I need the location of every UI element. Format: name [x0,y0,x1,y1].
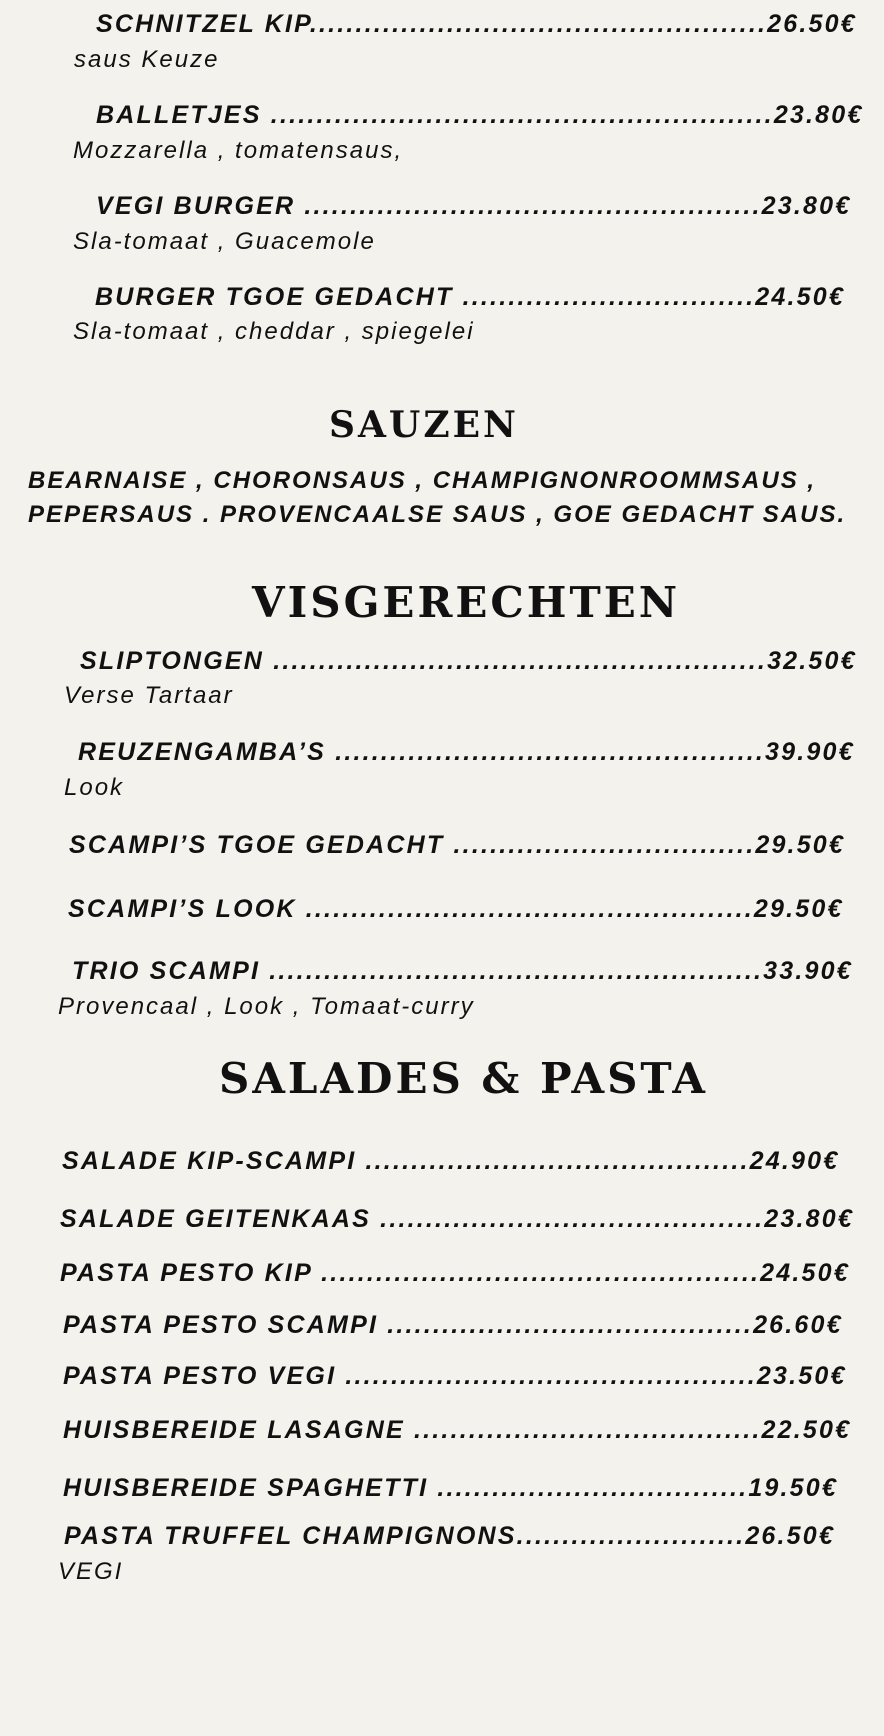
menu-item-salade-kip-scampi: SALADE KIP-SCAMPI ..........................................24.90€ [62,1147,840,1175]
sauce-list-line-2: PEPERSAUS . PROVENCAALSE SAUS , GOE GEDACHT SAUS. [28,501,847,528]
section-heading-sauzen: SAUZEN [329,404,519,446]
menu-item-reuzengambas: REUZENGAMBA’S ...............................................39.90€ [78,738,855,766]
menu-item-description: VEGI [58,1558,124,1585]
menu-item-balletjes: BALLETJES .......................................................23.80€ [96,101,864,129]
menu-item-trio-scampi: TRIO SCAMPI ......................................................33.90€ [72,957,853,985]
menu-item-huisbereide-lasagne: HUISBEREIDE LASAGNE ......................................22.50€ [63,1416,852,1444]
menu-item-huisbereide-spaghetti: HUISBEREIDE SPAGHETTI ..................................19.50€ [63,1474,838,1502]
menu-item-salade-geitenkaas: SALADE GEITENKAAS ..........................................23.80€ [60,1205,854,1233]
menu-item-vegi-burger: VEGI BURGER ..................................................23.80€ [96,192,852,220]
menu-item-description: Sla-tomaat , Guacemole [73,228,376,255]
section-heading-visgerechten: VISGERECHTEN [252,578,681,627]
menu-item-pasta-pesto-scampi: PASTA PESTO SCAMPI ........................................26.60€ [63,1311,843,1339]
menu-item-pasta-pesto-vegi: PASTA PESTO VEGI .............................................23.50€ [63,1362,847,1390]
menu-item-description: Mozzarella , tomatensaus, [73,137,404,164]
menu-item-description: Look [64,774,125,801]
menu-item-pasta-pesto-kip: PASTA PESTO KIP ................................................24.50€ [60,1259,850,1287]
menu-item-scampis-look: SCAMPI’S LOOK .................................................29.50€ [68,895,844,923]
menu-item-description: Provencaal , Look , Tomaat-curry [58,993,475,1020]
menu-item-scampis-tgoe-gedacht: SCAMPI’S TGOE GEDACHT .................................29.50€ [69,831,846,859]
section-heading-salades-pasta: SALADES & PASTA [219,1054,708,1103]
menu-item-pasta-truffel-champignons: PASTA TRUFFEL CHAMPIGNONS.........................26.50€ [64,1522,835,1550]
menu-item-schnitzel-kip: SCHNITZEL KIP..................................................26.50€ [96,10,857,38]
menu-item-sliptongen: SLIPTONGEN ......................................................32.50€ [80,647,857,675]
menu-item-burger-tgoe-gedacht: BURGER TGOE GEDACHT ................................24.50€ [95,283,845,311]
sauce-list-line-1: BEARNAISE , CHORONSAUS , CHAMPIGNONROOMMSAUS , [28,467,817,494]
menu-item-description: Verse Tartaar [64,682,234,709]
menu-item-description: Sla-tomaat , cheddar , spiegelei [73,318,475,345]
menu-item-description: saus Keuze [74,46,220,73]
